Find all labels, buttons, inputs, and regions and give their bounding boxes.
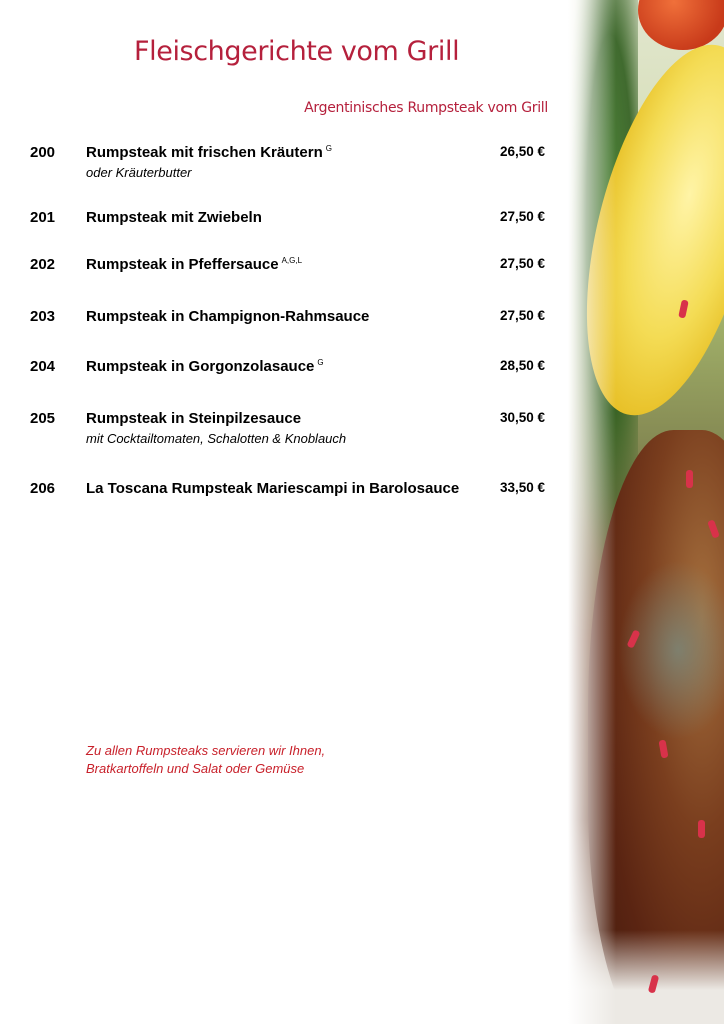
item-number: 200: [30, 144, 56, 161]
item-name: Rumpsteak mit frischen Kräutern $^G$: [86, 144, 332, 161]
side-dish-note-line: Bratkartoffeln und Salat oder Gemüse: [86, 761, 305, 777]
allergen-codes: G: [325, 144, 332, 153]
item-number: 202: [30, 256, 56, 273]
section-subtitle: Argentinisches Rumpsteak vom Grill: [304, 100, 548, 116]
photo-fade-edge: [568, 0, 616, 1024]
item-number: 206: [30, 480, 56, 497]
item-name: La Toscana Rumpsteak Mariescampi in Barolosauce: [86, 480, 460, 497]
tomato-garnish: [638, 0, 724, 50]
item-name: Rumpsteak in Champignon-Rahmsauce: [86, 308, 370, 325]
item-number: 204: [30, 358, 56, 375]
item-price: 27,50 €: [499, 256, 545, 271]
item-name: Rumpsteak in Steinpilzesauce: [86, 410, 302, 427]
item-description: mit Cocktailtomaten, Schalotten & Knoblauch: [86, 431, 347, 446]
item-name: Rumpsteak in Gorgonzolasauce $^G$: [86, 358, 324, 375]
item-price: 27,50 €: [499, 209, 545, 224]
grilled-steak-photo: [568, 0, 724, 1024]
item-description: oder Kräuterbutter: [86, 165, 192, 180]
allergen-codes: A,G,L: [281, 256, 303, 265]
peppercorn: [686, 470, 693, 488]
item-number: 201: [30, 209, 56, 226]
item-name: Rumpsteak in Pfeffersauce $^{A,G,L}$: [86, 256, 303, 273]
item-name: Rumpsteak mit Zwiebeln: [86, 209, 262, 226]
page-title: Fleischgerichte vom Grill: [134, 36, 460, 67]
peppercorn: [698, 820, 705, 838]
item-number: 203: [30, 308, 56, 325]
item-price: 28,50 €: [499, 358, 545, 373]
item-price: 30,50 €: [499, 410, 545, 425]
item-price: 27,50 €: [499, 308, 545, 323]
item-price: 26,50 €: [499, 144, 545, 159]
side-dish-note-line: Zu allen Rumpsteaks servieren wir Ihnen,: [86, 743, 326, 758]
side-dish-note: [86, 742, 325, 778]
item-number: 205: [30, 410, 56, 427]
item-price: 33,50 €: [499, 480, 545, 495]
allergen-codes: G: [317, 358, 324, 367]
